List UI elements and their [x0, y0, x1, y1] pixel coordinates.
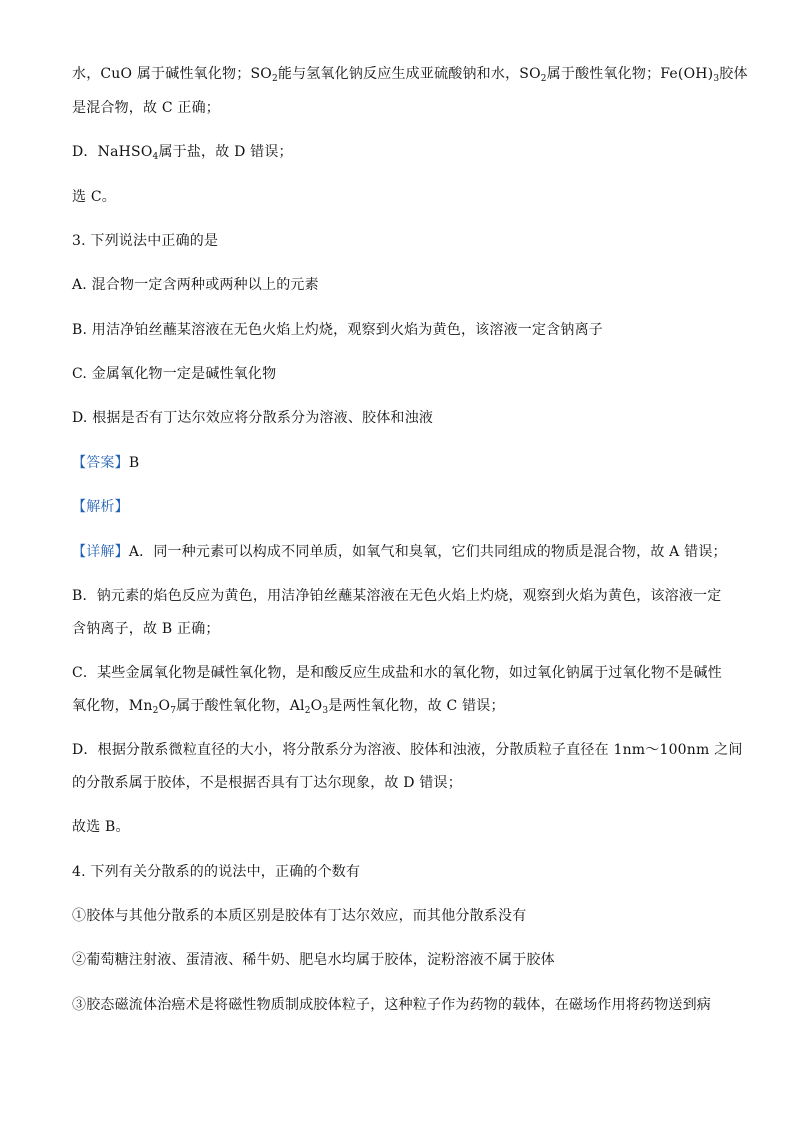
detail-line-a: 【详解】A．同一种元素可以构成不同单质，如氧气和臭氧，它们共同组成的物质是混合物，故 A 错误；: [72, 544, 727, 560]
detail-line-d-cont: 的分散系属于胶体，不是根据否具有丁达尔现象，故 D 错误；: [72, 775, 462, 791]
question-4-item-2: ②葡萄糖注射液、蛋清液、稀牛奶、肥皂水均属于胶体，淀粉溶液不属于胶体: [72, 952, 555, 968]
text-line: 是混合物，故 C 正确；: [72, 100, 221, 116]
question-4-item-3: ③胶态磁流体治癌术是将磁性物质制成胶体粒子，这种粒子作为药物的载体，在磁场作用将药物送到病: [72, 997, 711, 1013]
question-3-option-b: B. 用洁净铂丝蘸某溶液在无色火焰上灼烧，观察到火焰为黄色，该溶液一定含钠离子: [72, 322, 603, 338]
question-4-item-1: ①胶体与其他分散系的本质区别是胶体有丁达尔效应，而其他分散系没有: [72, 908, 527, 924]
choose-line: 选 C。: [72, 189, 116, 205]
detail-line-b-cont: 含钠离子，故 B 正确；: [72, 621, 220, 637]
detail-line-c-cont: 氧化物，$Mn_2O_7$属于酸性氧化物，$Al_2O_3$是两性氧化物，故 C 错误；: [72, 698, 505, 716]
question-3-option-a: A. 混合物一定含两种或两种以上的元素: [72, 277, 319, 293]
analysis-tag: 【解析】: [72, 499, 129, 515]
detail-tag: 【详解】: [72, 544, 129, 560]
conclusion-line: 故选 B。: [72, 819, 130, 835]
question-3-title: 3. 下列说法中正确的是: [72, 233, 219, 249]
detail-line-d: D．根据分散系微粒直径的大小，将分散系分为溶液、胶体和浊液，分散质粒子直径在 1nm～100nm 之间: [72, 742, 743, 758]
question-3-option-c: C. 金属氧化物一定是碱性氧化物: [72, 366, 277, 382]
answer-tag: 【答案】: [72, 455, 129, 471]
text-line: 水，CuO 属于碱性氧化物；$SO_2$能与氢氧化钠反应生成亚硫酸钠和水，$SO_2$属于酸性氧化物；$Fe(OH)_3$胶体: [72, 66, 748, 84]
option-d-explanation: D．NaHSO$_4$属于盐，故 D 错误；: [72, 144, 293, 162]
answer-line: [72, 453, 139, 473]
answer-value: B: [128, 455, 140, 471]
detail-line-b: B．钠元素的焰色反应为黄色，用洁净铂丝蘸某溶液在无色火焰上灼烧，观察到火焰为黄色，该溶液一定: [72, 588, 722, 604]
question-4-title: 4. 下列有关分散系的的说法中，正确的个数有: [72, 864, 361, 880]
question-3-option-d: D. 根据是否有丁达尔效应将分散系分为溶液、胶体和浊液: [72, 410, 434, 426]
detail-line-c: C．某些金属氧化物是碱性氧化物，是和酸反应生成盐和水的氧化物，如过氧化钠属于过氧化物不是碱性: [72, 665, 722, 681]
